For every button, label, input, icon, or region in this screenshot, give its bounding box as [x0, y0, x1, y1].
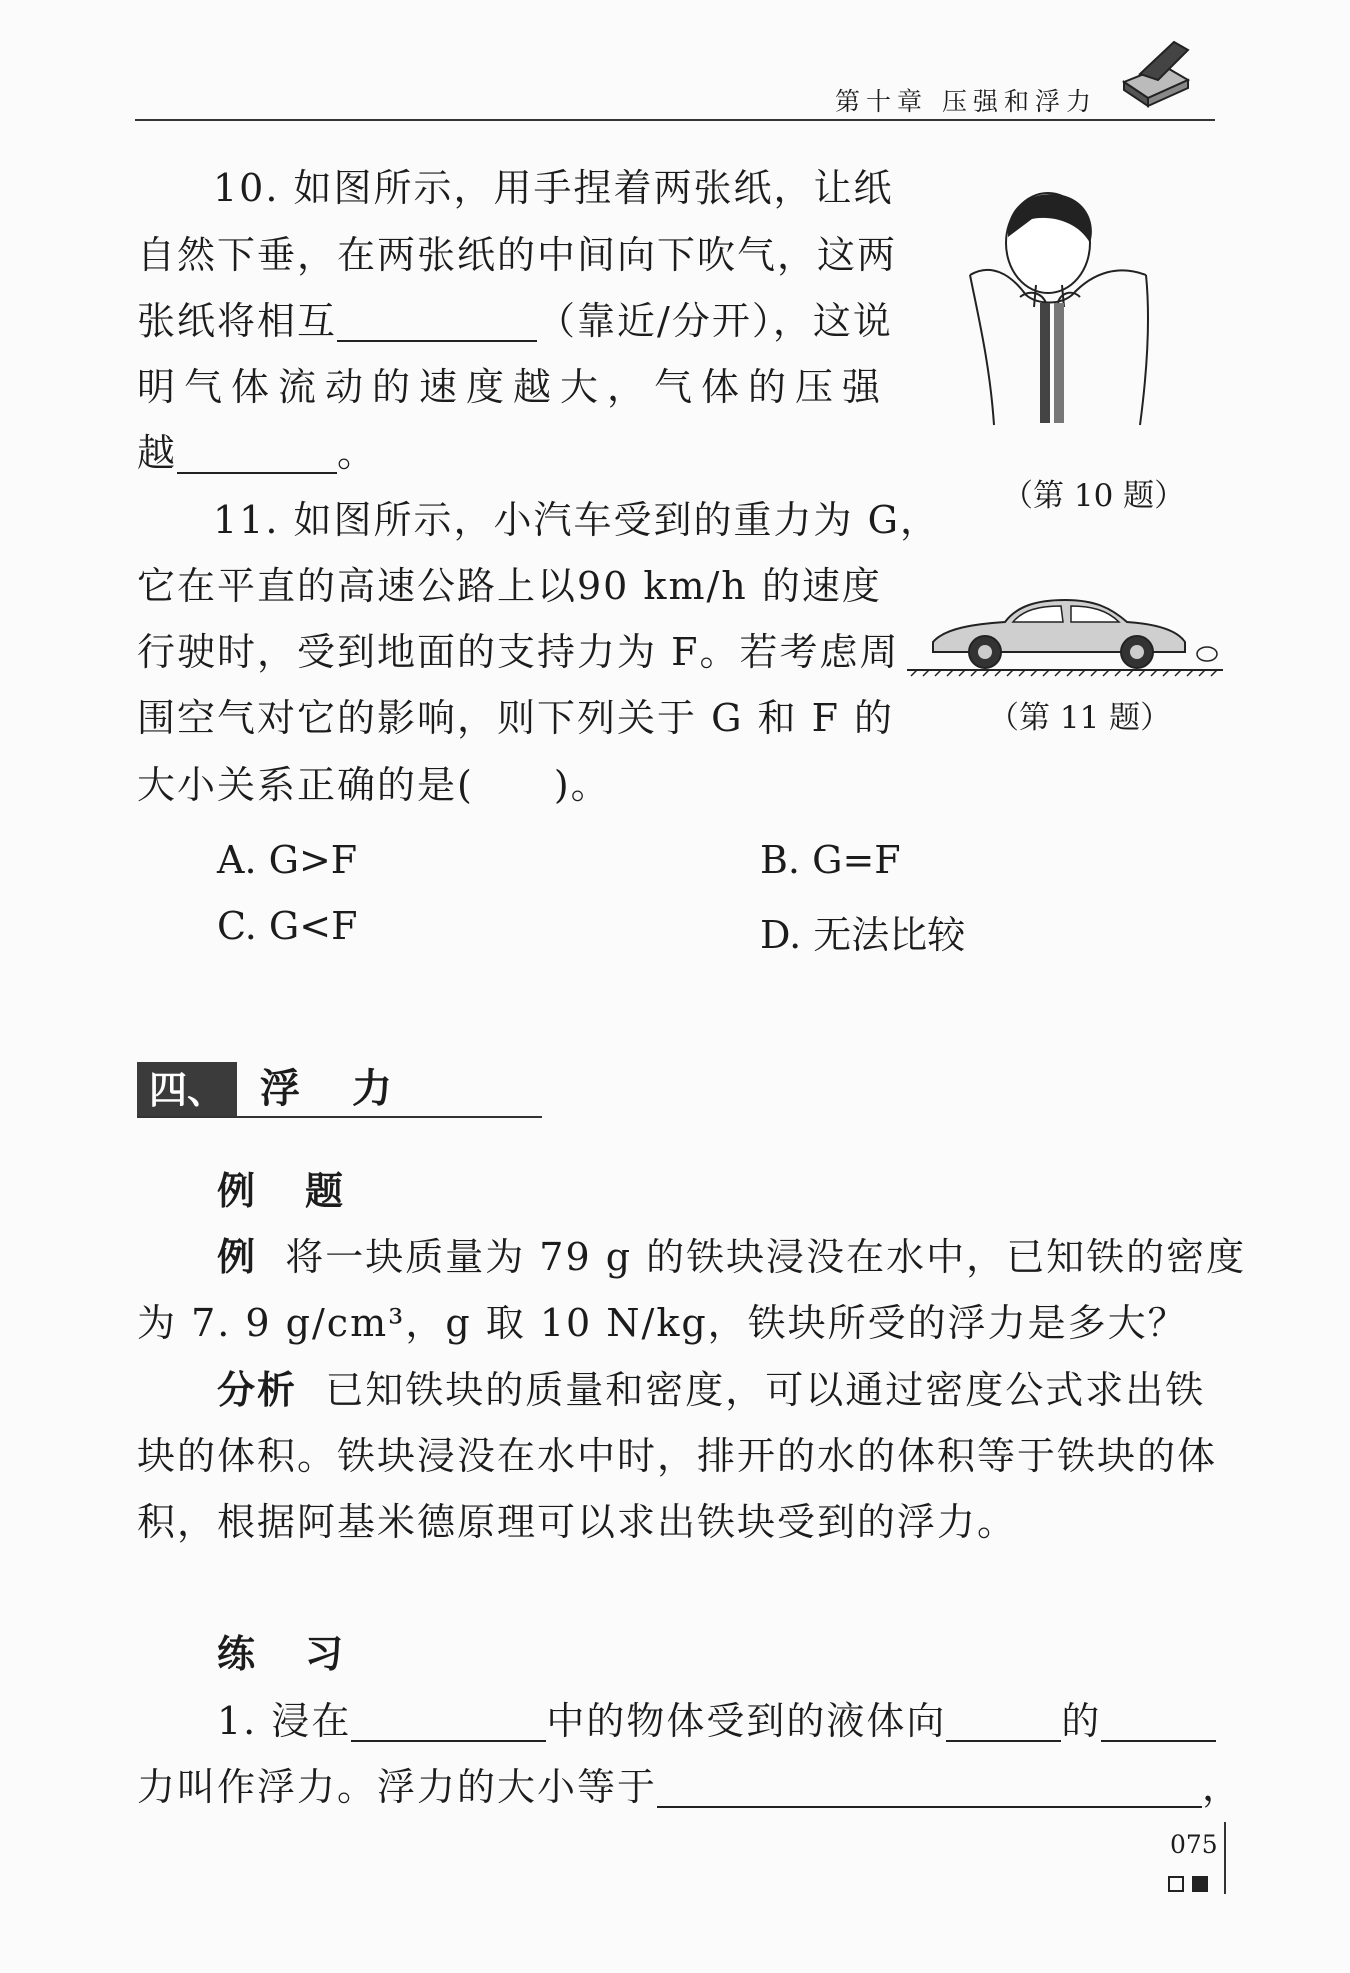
- q10-line5: [137, 420, 377, 486]
- practice-q1-line1: [217, 1688, 1216, 1754]
- analysis-line2: 块的体积。铁块浸没在水中时，排开的水的体积等于铁块的体: [137, 1434, 1218, 1478]
- q11-line3: 行驶时，受到地面的支持力为 F。若考虑周: [137, 630, 900, 674]
- practice-blank-4[interactable]: [657, 1766, 1202, 1808]
- example-heading: 例 题: [217, 1169, 350, 1213]
- q11-line1: 11. 如图所示，小汽车受到的重力为 G，: [213, 498, 940, 542]
- figure-10-caption: （第 10 题）: [1002, 478, 1186, 514]
- option-c[interactable]: C. G<F: [217, 904, 358, 948]
- section-underline: [137, 1116, 542, 1118]
- practice-q1-start: 1. 浸在: [217, 1699, 352, 1743]
- q10-blank-1[interactable]: [337, 300, 537, 342]
- car-on-road-figure: [905, 580, 1225, 690]
- q10-line3-end: （靠近/分开），这说: [537, 299, 893, 343]
- boy-blowing-paper-figure: [950, 185, 1190, 455]
- section-number: 四、: [137, 1062, 237, 1118]
- q10-blank-2[interactable]: [177, 432, 337, 474]
- q11-line4: 围空气对它的影响，则下列关于 G 和 F 的: [137, 696, 895, 740]
- practice-blank-1[interactable]: [351, 1700, 546, 1742]
- practice-q1-de: 的: [1061, 1699, 1102, 1743]
- practice-q1-line2: [137, 1754, 1242, 1820]
- q11-line2: 它在平直的高速公路上以90 km/h 的速度: [137, 564, 882, 608]
- option-a[interactable]: A. G>F: [217, 838, 358, 882]
- page-number: 075: [1170, 1830, 1218, 1859]
- q10-line3-start: 张纸将相互: [137, 299, 338, 343]
- figure-11-caption: （第 11 题）: [988, 700, 1172, 736]
- option-b[interactable]: B. G=F: [760, 838, 901, 882]
- chapter-header: 第十章 压强和浮力: [835, 87, 1097, 116]
- footer-rule: [1224, 1822, 1226, 1894]
- practice-blank-3[interactable]: [1101, 1700, 1216, 1742]
- empty-square-icon: [1168, 1876, 1184, 1892]
- practice-blank-2[interactable]: [946, 1700, 1061, 1742]
- analysis-line1: [217, 1357, 1205, 1423]
- filled-square-icon: [1192, 1876, 1208, 1892]
- example-line1: [217, 1224, 1246, 1290]
- option-d[interactable]: D. 无法比较: [760, 913, 966, 957]
- section-title: 浮 力: [260, 1066, 398, 1112]
- book-icon: [1118, 36, 1198, 108]
- practice-heading: 练 习: [217, 1632, 350, 1676]
- q10-line4: 明气体流动的速度越大，气体的压强: [137, 365, 890, 409]
- q10-line2: 自然下垂，在两张纸的中间向下吹气，这两: [137, 233, 898, 277]
- q10-line3: [137, 288, 893, 354]
- practice-q1-comma: ，: [1202, 1765, 1243, 1809]
- q10-line5-start: 越: [137, 431, 178, 475]
- q10-line1: 10. 如图所示，用手捏着两张纸，让纸: [213, 166, 894, 210]
- analysis-line1-text: 已知铁块的质量和密度，可以通过密度公式求出铁: [325, 1368, 1206, 1412]
- analysis-label: 分析: [217, 1368, 298, 1412]
- q10-line5-end: 。: [337, 431, 378, 475]
- analysis-line3: 积，根据阿基米德原理可以求出铁块受到的浮力。: [137, 1500, 1018, 1544]
- header-rule: [135, 119, 1215, 121]
- example-label: 例: [217, 1235, 258, 1279]
- example-line1-text: 将一块质量为 79 g 的铁块浸没在水中，已知铁的密度: [285, 1235, 1247, 1279]
- example-line2: 为 7. 9 g/cm³，g 取 10 N/kg，铁块所受的浮力是多大？: [137, 1301, 1188, 1345]
- practice-q1-line2-text: 力叫作浮力。浮力的大小等于: [137, 1765, 658, 1809]
- practice-q1-middle: 中的物体受到的液体向: [546, 1699, 947, 1743]
- q11-line5: 大小关系正确的是( )。: [137, 763, 611, 807]
